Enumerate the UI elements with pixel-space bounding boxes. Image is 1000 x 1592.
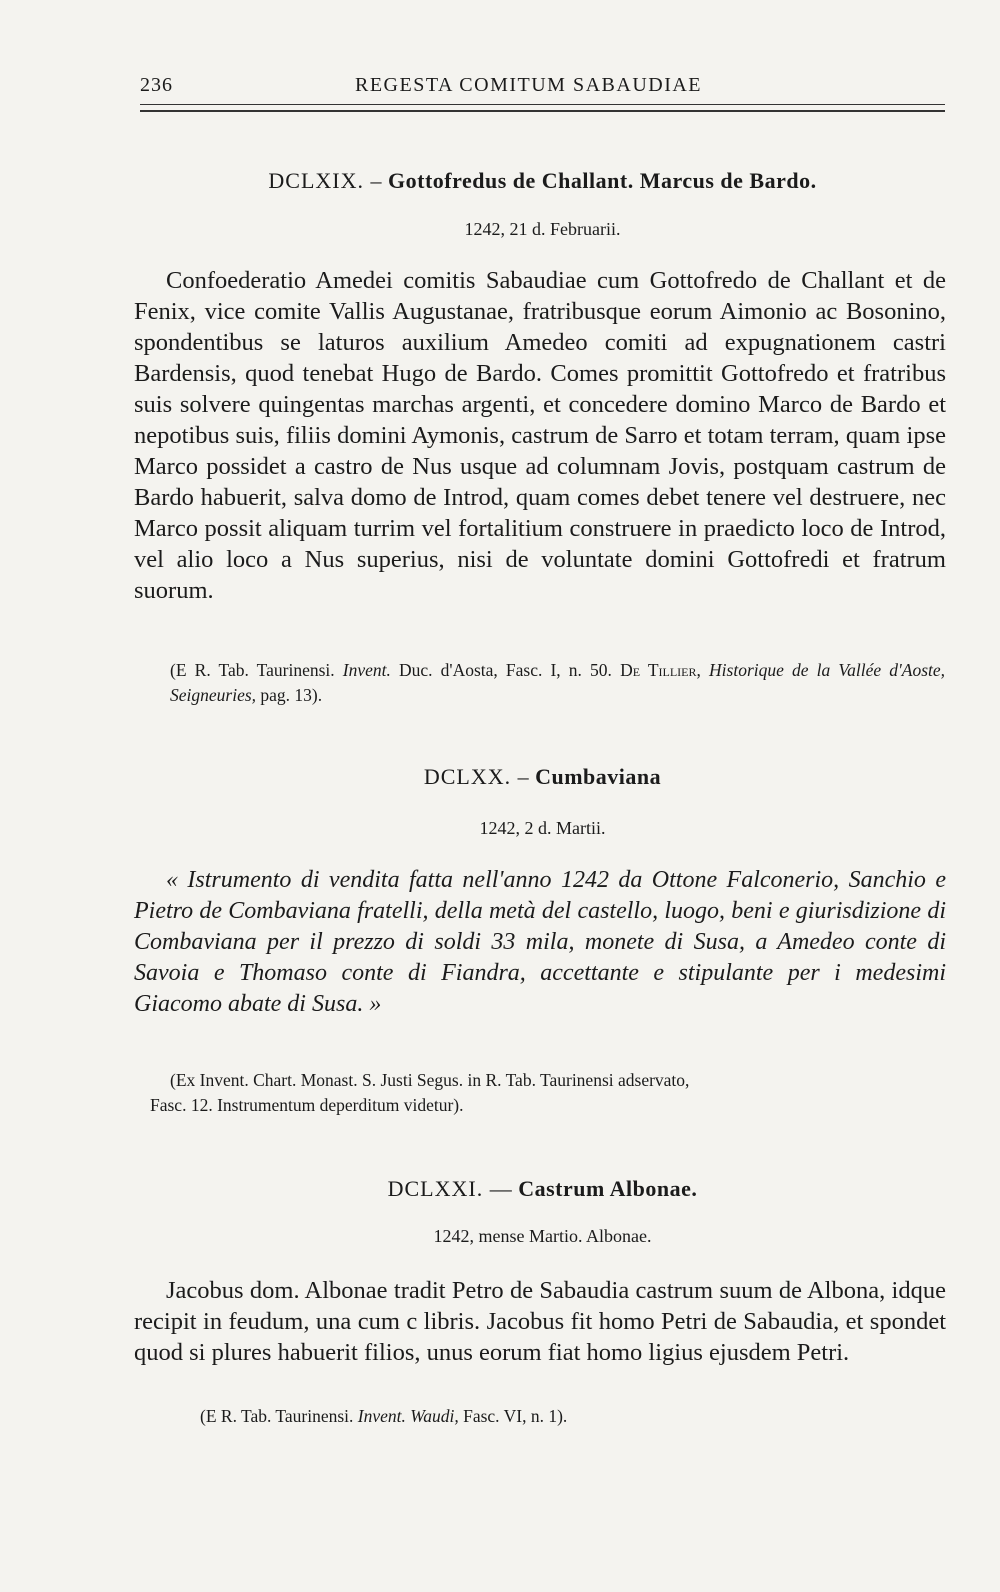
running-title: REGESTA COMITUM SABAUDIAE [355, 74, 703, 96]
entry-number: DCLXIX. – [268, 168, 383, 193]
entry-date: 1242, mense Martio. Albonae. [433, 1226, 652, 1246]
entry-date: 1242, 2 d. Martii. [479, 818, 606, 838]
entry-text: Jacobus dom. Albonae tradit Petro de Sabaudia castrum suum de Albona, idque recipit in feudum, una cum c libris. Jacobus fit homo Petri de Sabaudia, et spondet quod si plures habuerit filios, unus eorum fiat homo ligius ejusdem Petri. [134, 1277, 946, 1366]
entry-title: Gottofredus de Challant. Marcus de Bardo. [388, 168, 817, 193]
entry-text: « Istrumento di vendita fatta nell'anno 1242 da Ottone Falconerio, Sanchio e Pietro de Combaviana fratelli, della metà del castello, luogo, beni e giurisdizione di Combaviana per il prezzo di soldi 33 mila, monete di Susa, a Amedeo conte di Savoia e Thomaso conte di Fiandra, accettante e stipulante per i medesimi Giacomo abate di Susa. » [134, 867, 946, 1017]
entry-title: Cumbaviana [535, 764, 662, 789]
header-rule-thick [140, 110, 945, 112]
entry-heading-dclxix [140, 168, 945, 194]
entry-number: DCLXXI. — [387, 1176, 513, 1201]
source-note: (E R. Tab. Taurinensi. Invent. Waudi, Fasc. VI, n. 1). [200, 1406, 568, 1426]
source-note: (E R. Tab. Taurinensi. Invent. Duc. d'Aosta, Fasc. I, n. 50. De Tillier, Historique de la Vallée d'Aoste, Seigneuries, pag. 13). [170, 660, 946, 705]
entry-text: Confoederatio Amedei comitis Sabaudiae cum Gottofredo de Challant et de Fenix, vice comite Vallis Augustanae, fratribusque eorum Aimonio ac Bosonino, spondentibus se laturos auxilium Amedeo comiti ad expugnationem castri Bardensis, quod tenebat Hugo de Bardo. Comes promittit Gottofredo et fratribus suis solvere quingentas marchas argenti, et concedere domino Marco de Bardo et nepotibus suis, filiis domini Aymonis, castrum de Sarro et totam terram, quam ipse Marco possidet a castro de Nus usque ad columnam Jovis, postquam castrum de Bardo habuerit, salva domo de Introd, quam comes debet tenere vel destruere, nec Marco possit aliquam turrim vel fortalitium construere in praedicto loco de Introd, vel alio loco a Nus superius, nisi de voluntate domini Gottofredi et fratrum suorum. [134, 267, 946, 604]
entry-heading-dclxx [140, 764, 945, 790]
running-header [140, 70, 945, 100]
header-rule-thin [140, 104, 945, 105]
page-number: 236 [140, 74, 173, 96]
entry-number: DCLXX. – [423, 764, 530, 789]
entry-heading-dclxxi [140, 1176, 945, 1202]
entry-date: 1242, 21 d. Februarii. [464, 219, 621, 239]
source-note: (Ex Invent. Chart. Monast. S. Justi Segus. in R. Tab. Taurinensi adservato, Fasc. 12. Instrumentum deperditum videtur). [150, 1070, 690, 1115]
entry-title: Castrum Albonae. [518, 1176, 698, 1201]
